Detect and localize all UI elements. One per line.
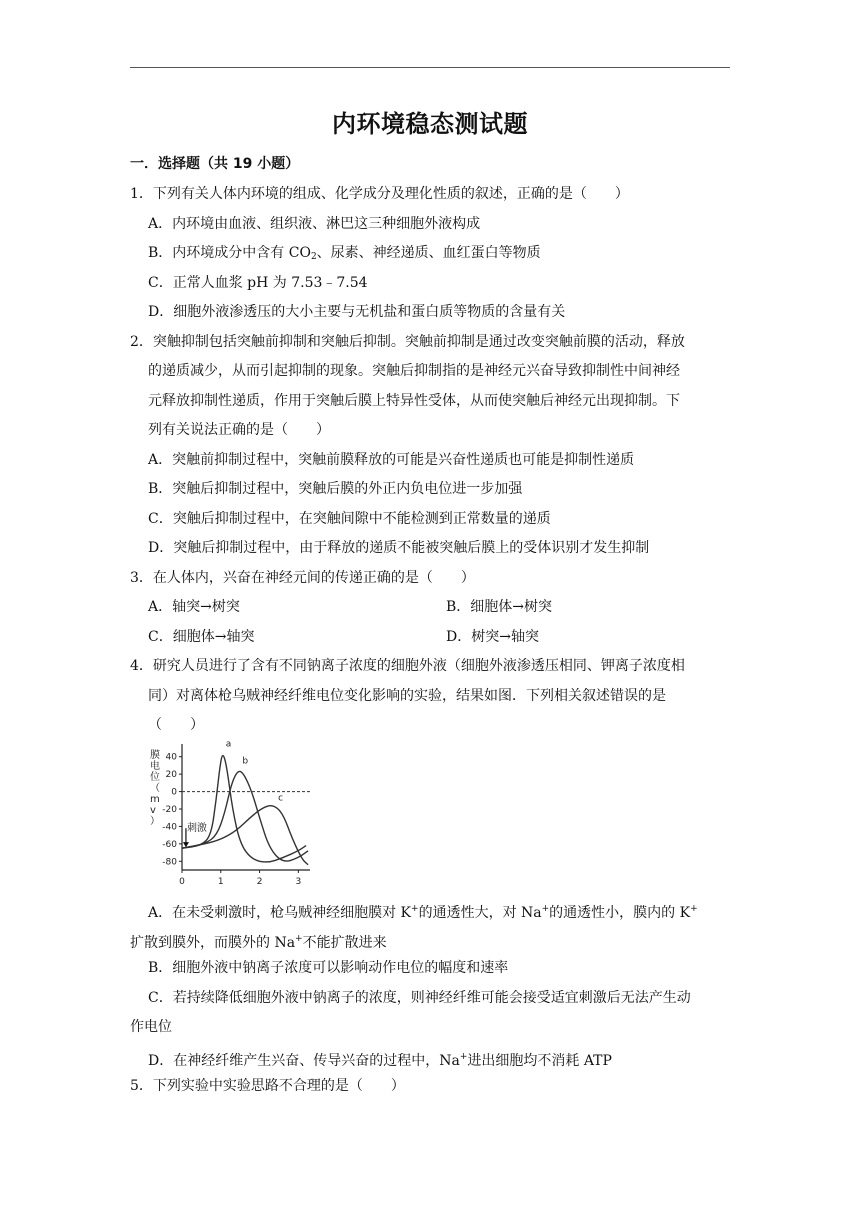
stimulus-label: 刺激 xyxy=(186,822,207,834)
question-2-option-d: D．突触后抑制过程中，由于释放的递质不能被突触后膜上的受体识别才发生抑制 xyxy=(148,540,650,556)
y-tick-label: -20 xyxy=(162,805,177,815)
question-3-option-c: C．细胞体→轴突 xyxy=(148,628,255,645)
question-1-option-c: C．正常人血浆 pH 为 7.53﹣7.54 xyxy=(148,274,368,291)
page-title: 内环境稳态测试题 xyxy=(332,110,528,138)
header-rule xyxy=(130,67,730,68)
x-tick-label: 2 xyxy=(256,877,263,887)
series-label-a: a xyxy=(225,739,232,750)
question-2-stem-line-1: 2．突触抑制包括突触前抑制和突触后抑制。突触前抑制是通过改变突触前膜的活动，释放 xyxy=(130,333,685,350)
x-tick-label: 3 xyxy=(295,877,302,887)
question-4-option-a-line-1: A．在未受刺激时，枪乌贼神经细胞膜对 K+的通透性大，对 Na+的通透性小，膜内的 K+ xyxy=(148,904,698,921)
question-3-option-a: A．轴突→树突 xyxy=(148,599,240,615)
membrane-potential-chart xyxy=(138,736,318,888)
question-4-option-b: B．细胞外液中钠离子浓度可以影响动作电位的幅度和速率 xyxy=(148,960,509,976)
x-tick-label: 0 xyxy=(179,877,185,887)
question-4-stem-line-3: （ ） xyxy=(148,717,204,733)
series-label-c: c xyxy=(278,793,284,804)
question-3-stem: 3．在人体内，兴奋在神经元间的传递正确的是（ ） xyxy=(130,569,475,586)
y-axis-label: 膜电位（ m v ） xyxy=(150,750,160,827)
question-3-option-d: D．树突→轴突 xyxy=(446,628,539,645)
question-4-option-a-line-2: 扩散到膜外，而膜外的 Na+不能扩散进来 xyxy=(130,933,387,951)
series-line-b xyxy=(182,771,308,861)
question-1-stem: 1．下列有关人体内环境的组成、化学成分及理化性质的叙述，正确的是（ ） xyxy=(130,186,629,202)
series-line-a xyxy=(182,756,306,862)
series-line-c xyxy=(182,806,308,865)
question-1-option-d: D．细胞外液渗透压的大小主要与无机盐和蛋白质等物质的含量有关 xyxy=(148,304,566,320)
question-2-option-b: B．突触后抑制过程中，突触后膜的外正内负电位进一步加强 xyxy=(148,481,523,497)
question-1-option-a: A．内环境由血液、组织液、淋巴这三种细胞外液构成 xyxy=(148,215,481,232)
y-tick-label: 40 xyxy=(165,752,177,763)
chart-plot-area xyxy=(150,739,310,887)
y-tick-label: -60 xyxy=(162,839,177,850)
question-5-stem: 5．下列实验中实验思路不合理的是（ ） xyxy=(130,1078,405,1094)
question-3-option-b: B．细胞体→树突 xyxy=(446,599,553,615)
question-4-stem-line-2: 同）对离体枪乌贼神经纤维电位变化影响的实验，结果如图．下列相关叙述错误的是 xyxy=(148,687,666,704)
question-4-option-c-line-2: 作电位 xyxy=(130,1019,172,1035)
y-tick-label: 0 xyxy=(171,787,177,798)
question-2-stem-line-4: 列有关说法正确的是（ ） xyxy=(148,422,330,438)
x-tick-label: 1 xyxy=(217,877,224,887)
series-label-b: b xyxy=(242,756,249,767)
question-4-stem-line-1: 4．研究人员进行了含有不同钠离子浓度的细胞外液（细胞外液渗透压相同、钾离子浓度相 xyxy=(130,658,685,674)
question-2-option-a: A．突触前抑制过程中，突触前膜释放的可能是兴奋性递质也可能是抑制性递质 xyxy=(148,451,635,468)
question-2-option-c: C．突触后抑制过程中，在突触间隙中不能检测到正常数量的递质 xyxy=(148,510,551,527)
section-heading: 一．选择题（共 19 小题） xyxy=(130,156,300,172)
question-4-option-d: D．在神经纤维产生兴奋、传导兴奋的过程中，Na+进出细胞均不消耗 ATP xyxy=(148,1051,612,1069)
question-4-option-c-line-1: C．若持续降低细胞外液中钠离子的浓度，则神经纤维可能会接受适宜刺激后无法产生动 xyxy=(148,989,691,1006)
question-2-stem-line-3: 元释放抑制性递质，作用于突触后膜上特异性受体，从而使突触后神经元出现抑制。下 xyxy=(148,392,680,409)
y-tick-label: -80 xyxy=(162,857,177,868)
question-1-option-b: B．内环境成分中含有 $CO_2$、尿素、神经递质、血红蛋白等物质 xyxy=(148,245,541,262)
question-2-stem-line-2: 的递质减少，从而引起抑制的现象。突触后抑制指的是神经元兴奋导致抑制性中间神经 xyxy=(148,363,680,379)
y-tick-label: -40 xyxy=(162,822,177,833)
y-tick-label: 20 xyxy=(165,770,177,781)
